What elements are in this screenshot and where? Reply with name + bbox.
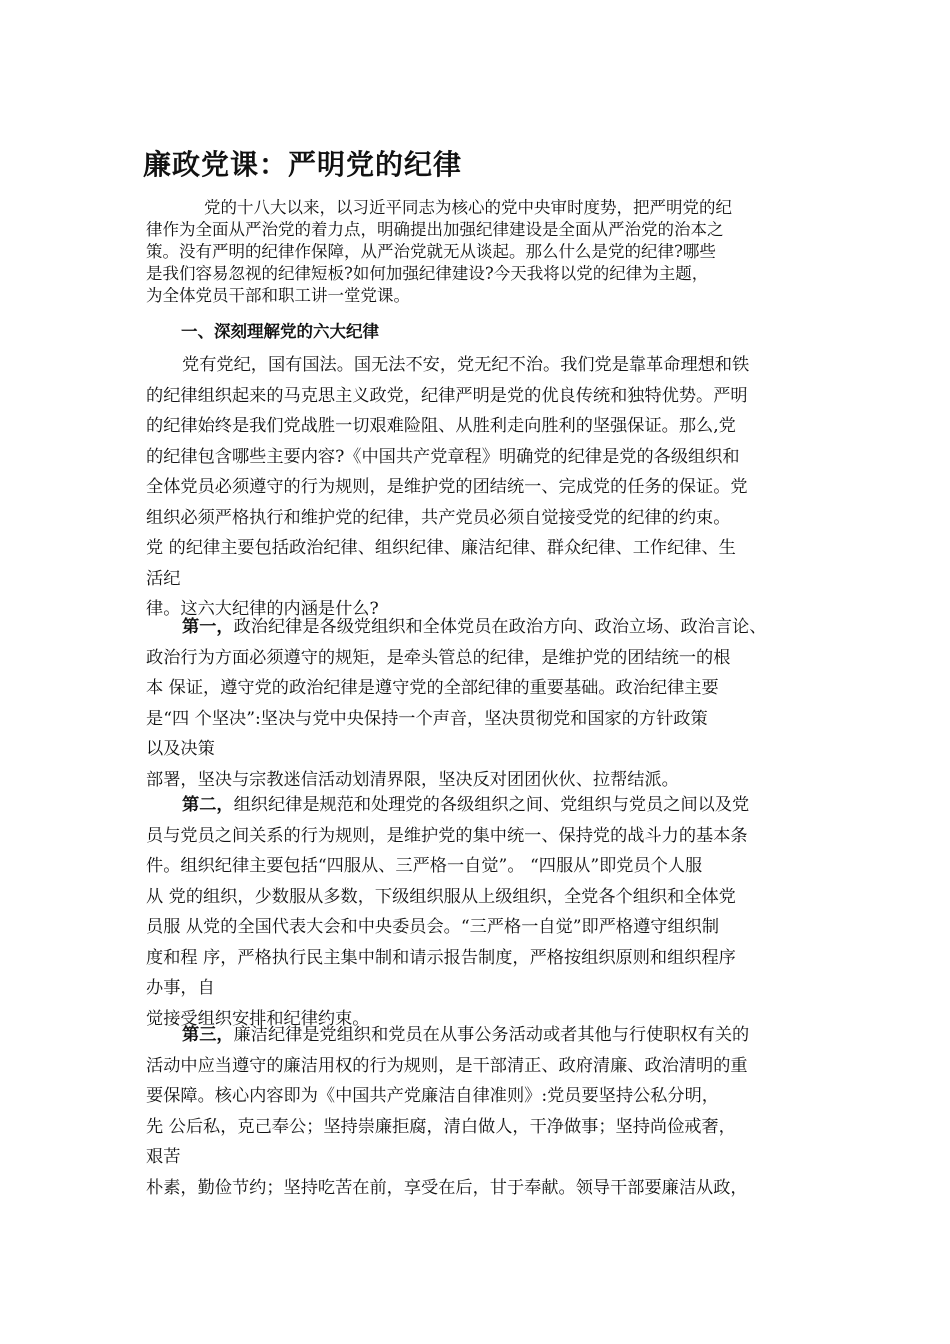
text-line: 的纪律包含哪些主要内容?《中国共产党章程》明确党的纪律是党的各级组织和 xyxy=(146,446,740,467)
text-line: 要保障。核心内容即为《中国共产党廉洁自律准则》:党员要坚持公私分明， xyxy=(146,1086,719,1106)
text-segment: 廉洁纪律是党组织和党员在从事公务活动或者其他与行使职权有关的 xyxy=(233,1025,750,1045)
text-line: 组织必须严格执行和维护党的纪律，共产党员必须自觉接受党的纪律的约束。 xyxy=(146,507,731,528)
paragraph-party-discipline xyxy=(146,350,811,625)
text-line: 是我们容易忽视的纪律短板?如何加强纪律建设?今天我将以党的纪律为主题， xyxy=(146,264,709,283)
text-line: 从 党的组织，少数服从多数，下级组织服从上级组织，全党各个组织和全体党 xyxy=(146,886,736,907)
text-line: 员与党员之间关系的行为规则，是维护党的集中统一、保持党的战斗力的基本条 xyxy=(146,825,748,846)
text-line: 党的十八大以来，以习近平同志为核心的党中央审时度势，把严明党的纪 xyxy=(204,198,732,217)
text-line: 件。组织纪律主要包括“四服从、三严格一自觉”。 “四服从”即党员个人服 xyxy=(146,856,703,876)
paragraph-integrity-discipline xyxy=(146,1020,811,1203)
intro-paragraph xyxy=(146,197,806,307)
page-title: 廉政党课：严明党的纪律 xyxy=(143,148,463,181)
paragraph-lead: 第一， xyxy=(182,617,234,637)
text-line xyxy=(146,612,811,643)
text-line: 度和程 序，严格执行民主集中制和请示报告制度，严格按组织原则和组织程序 xyxy=(146,947,736,968)
text-line: 觉接受组织安排和纪律约束。 xyxy=(146,1008,370,1029)
text-line: 的纪律组织起来的马克思主义政党，纪律严明是党的优良传统和独特优势。严明 xyxy=(146,385,748,406)
text-line: 政治行为方面必须遵守的规矩，是牵头管总的纪律，是维护党的团结统一的根 xyxy=(146,647,731,668)
text-line: 活纪 xyxy=(146,568,181,589)
text-line: 的纪律始终是我们党战胜一切艰难险阻、从胜利走向胜利的坚强保证。那么,党 xyxy=(146,416,736,436)
text-line: 先 公后私，克己奉公；坚持崇廉拒腐，清白做人，干净做事；坚持尚俭戒奢， xyxy=(146,1116,736,1137)
text-segment: 组织纪律是规范和处理党的各级组织之间、党组织与党员之间以及党 xyxy=(233,795,750,815)
text-line: 本 保证，遵守党的政治纪律是遵守党的全部纪律的重要基础。政治纪律主要 xyxy=(146,678,719,698)
text-line: 律。这六大纪律的内涵是什么? xyxy=(146,599,379,619)
text-line xyxy=(146,1020,811,1051)
text-line: 为全体党员干部和职工讲一堂党课。 xyxy=(146,286,410,305)
text-line: 党有党纪，国有国法。国无法不安，党无纪不治。我们党是靠革命理想和铁 xyxy=(182,355,750,375)
text-line: 活动中应当遵守的廉洁用权的行为规则，是干部清正、政府清廉、政治清明的重 xyxy=(146,1055,748,1076)
text-line: 以及决策 xyxy=(146,739,215,759)
text-segment: 政治纪律是各级党组织和全体党员在政治方向、政治立场、政治言论、 xyxy=(233,617,767,637)
text-line: 党 的纪律主要包括政治纪律、组织纪律、廉洁纪律、群众纪律、工作纪律、生 xyxy=(146,538,736,558)
text-line: 办事，自 xyxy=(146,978,215,998)
text-line: 部署，坚决与宗教迷信活动划清界限，坚决反对团团伙伙、拉帮结派。 xyxy=(146,769,679,790)
text-line: 全体党员必须遵守的行为规则，是维护党的团结统一、完成党的任务的保证。党 xyxy=(146,477,748,497)
section-heading: 一、深刻理解党的六大纪律 xyxy=(181,322,379,341)
paragraph-political-discipline xyxy=(146,612,811,795)
text-line: 员服 从党的全国代表大会和中央委员会。“三严格一自觉”即严格遵守组织制 xyxy=(146,917,720,937)
text-line: 策。没有严明的纪律作保障，从严治党就无从谈起。那么什么是党的纪律?哪些 xyxy=(146,242,716,261)
paragraph-lead: 第三， xyxy=(182,1025,234,1045)
paragraph-lead: 第二， xyxy=(182,795,234,815)
text-line: 朴素，勤俭节约；坚持吃苦在前，享受在后，甘于奉献。领导干部要廉洁从政， xyxy=(146,1177,748,1198)
text-line: 是“四 个坚决”:坚决与党中央保持一个声音，坚决贯彻党和国家的方针政策 xyxy=(146,708,708,729)
text-line: 艰苦 xyxy=(146,1147,181,1167)
text-line xyxy=(146,790,811,821)
text-line: 律作为全面从严治党的着力点，明确提出加强纪律建设是全面从严治党的治本之 xyxy=(146,220,724,239)
paragraph-organizational-discipline xyxy=(146,790,811,1034)
